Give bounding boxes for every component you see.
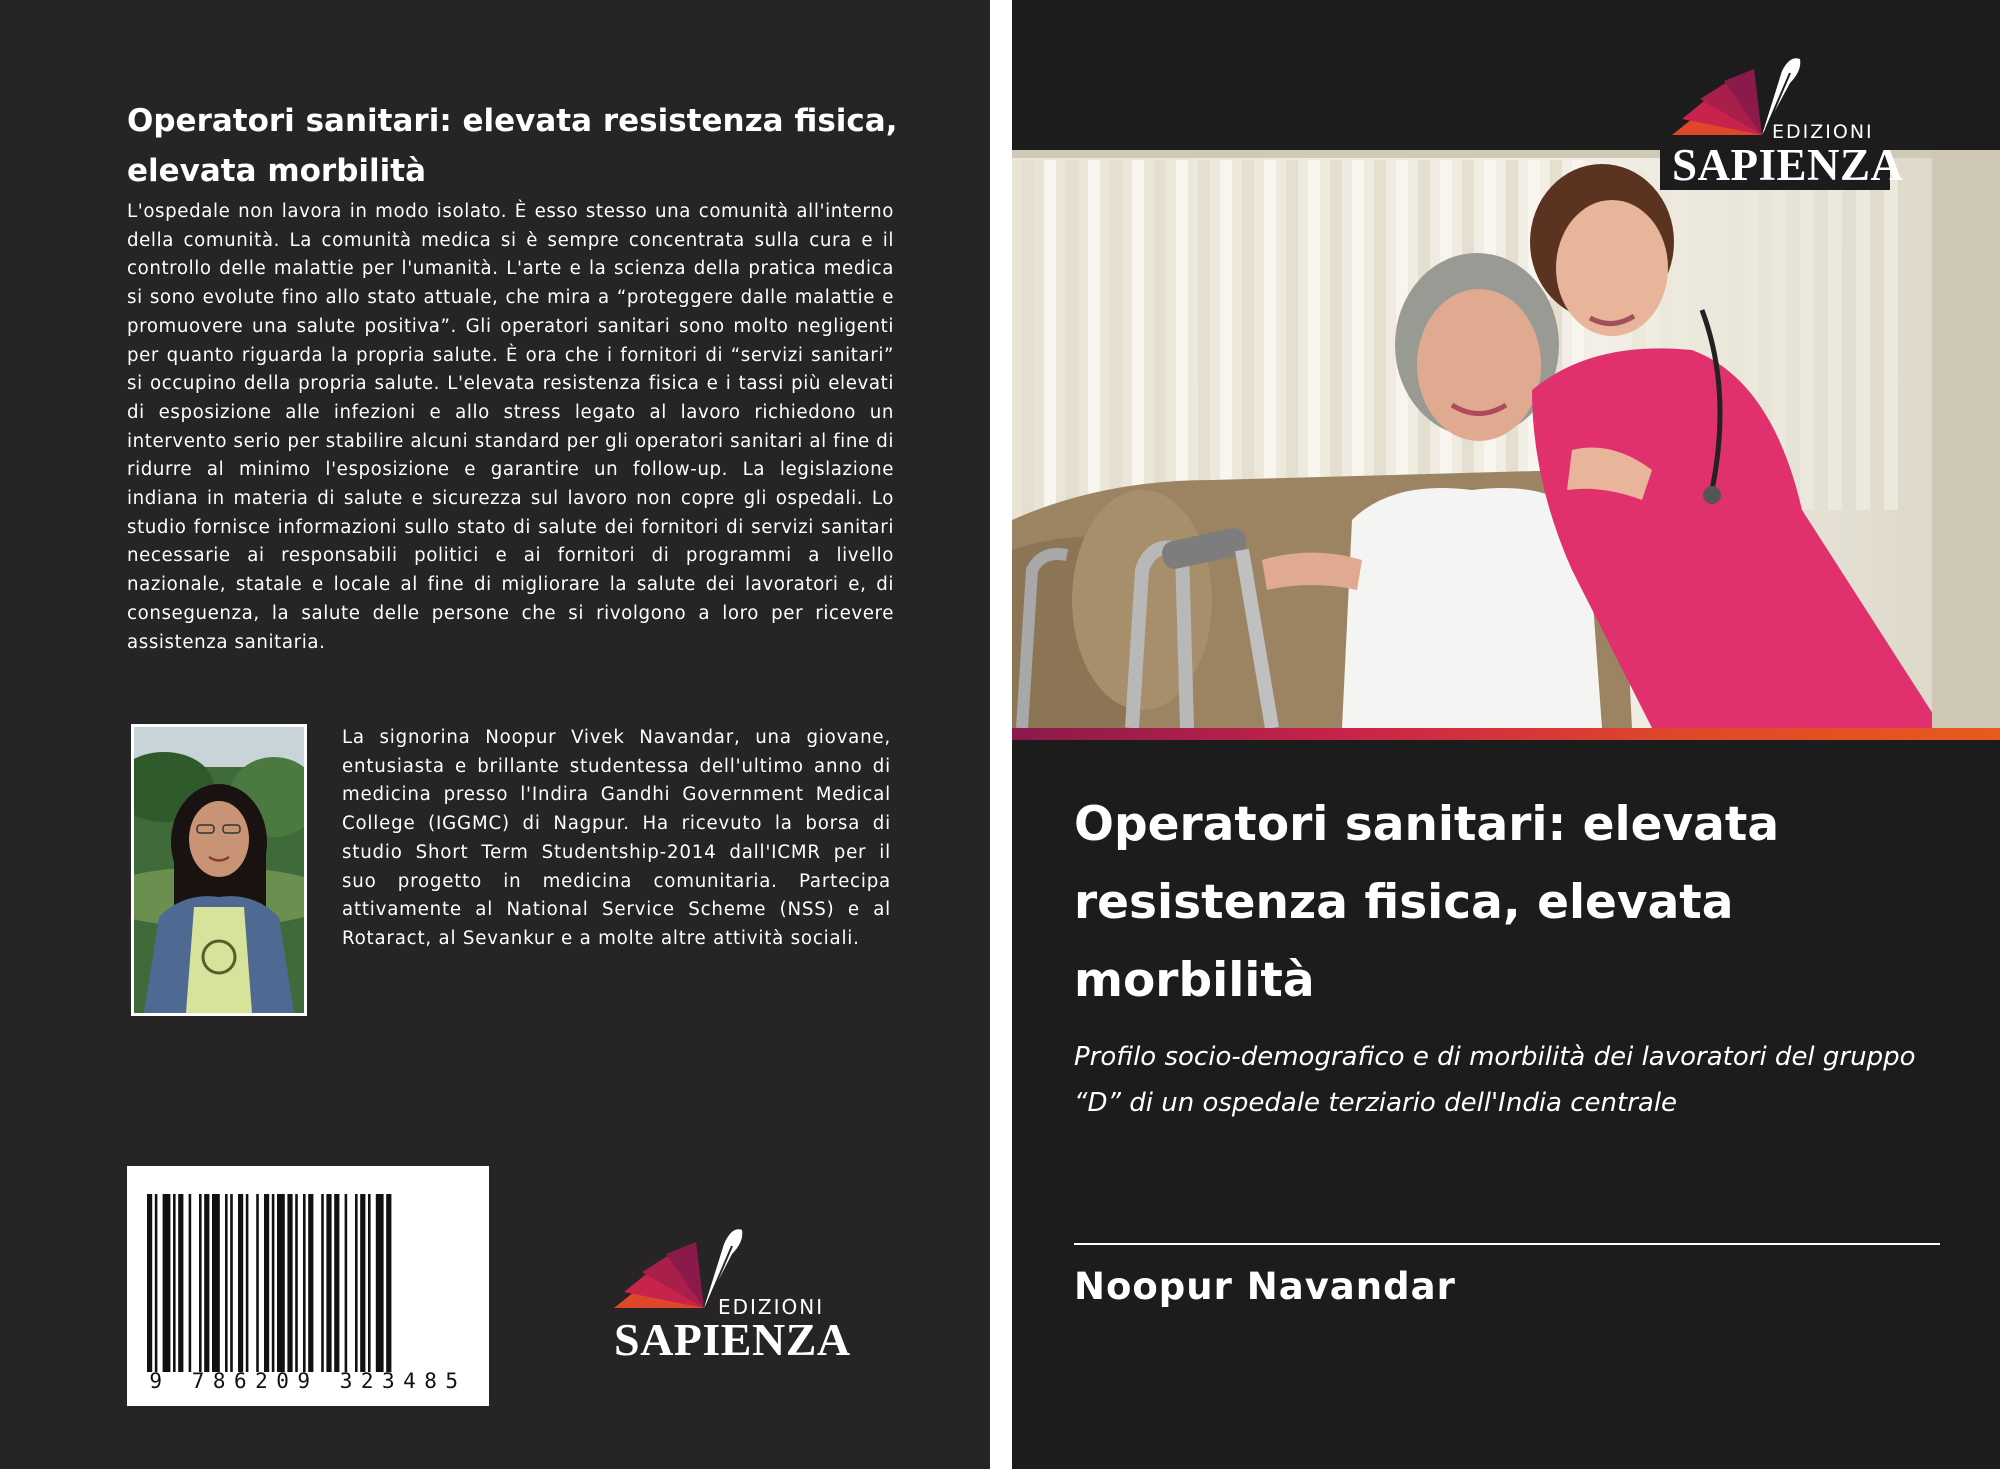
author-portrait-image (134, 727, 304, 1013)
front-cover-title: Operatori sanitari: elevata resistenza fisica, elevata morbilità (1074, 797, 1780, 1008)
logo-edizioni-text: EDIZIONI (718, 1295, 825, 1319)
barcode-bars (147, 1194, 469, 1372)
title-divider (1074, 1243, 1940, 1245)
isbn-barcode (127, 1166, 489, 1406)
front-cover-author: Noopur Navandar (1074, 1265, 1456, 1308)
logo-sapienza-text: SAPIENZA (1672, 140, 1904, 190)
publisher-logo-back (604, 1224, 851, 1365)
author-photo (131, 724, 307, 1016)
logo-sapienza-text: SAPIENZA (614, 1314, 851, 1365)
back-cover-title: Operatori sanitari: elevata resistenza fisica, elevata morbilità (127, 103, 898, 189)
front-cover-subtitle: Profilo socio-demografico e di morbilità dei lavoratori del gruppo “D” di un ospedale terziario dell'India centrale (1074, 1042, 1916, 1118)
logo-edizioni-text: EDIZIONI (1772, 121, 1874, 143)
author-bio: La signorina Noopur Vivek Navandar, una giovane, entusiasta e brillante studentessa dell'ultimo anno di medicina presso l'Indira Gandhi Government Medical College (IGGMC) di Nagpur. Ha ricevuto la borsa di studio Short Term Studentship-2014 dall'ICMR per il suo progetto in medicina comunitaria. Partecipa attivamente al National Service Scheme (NSS) e al Rotaract, al Sevankur e a molte altre attività sociali. (342, 727, 891, 949)
spine (990, 0, 1012, 1469)
cover-photo (1012, 150, 2000, 728)
back-cover (0, 0, 990, 1469)
publisher-logo-front (1660, 55, 1904, 190)
nurse-and-elderly-woman-image (1012, 150, 2000, 728)
front-cover (1012, 0, 2000, 1469)
isbn-number: 9 786209 323485 (149, 1369, 467, 1393)
accent-gradient-bar (1012, 728, 2000, 740)
back-cover-blurb: L'ospedale non lavora in modo isolato. È esso stesso una comunità all'interno della comunità. La comunità medica si è sempre concentrata sulla cura e il controllo delle malattie per l'umanità. L'arte e la scienza della pratica medica si sono evolute fino allo stato attuale, che mira a “proteggere dalle malattie e promuovere una salute positiva”. Gli operatori sanitari sono molto negligenti per quanto riguarda la propria salute. È ora che i fornitori di “servizi sanitari” si occupino della propria salute. L'elevata resistenza fisica e i tassi più elevati di esposizione alle infezioni e allo stress legato al lavoro richiedono un intervento serio per stabilire alcuni standard per gli operatori sanitari al fine di ridurre al minimo l'esposizione e garantire un follow-up. La legislazione indiana in materia di salute e sicurezza sul lavoro non copre gli ospedali. Lo studio fornisce informazioni sullo stato di salute dei fornitori di servizi sanitari necessarie ai responsabili politici e ai fornitori di programmi a livello nazionale, statale e locale al fine di migliorare la salute dei lavoratori e, di conseguenza, la salute delle persone che si rivolgono a loro per ricevere assistenza sanitaria. (127, 201, 894, 653)
